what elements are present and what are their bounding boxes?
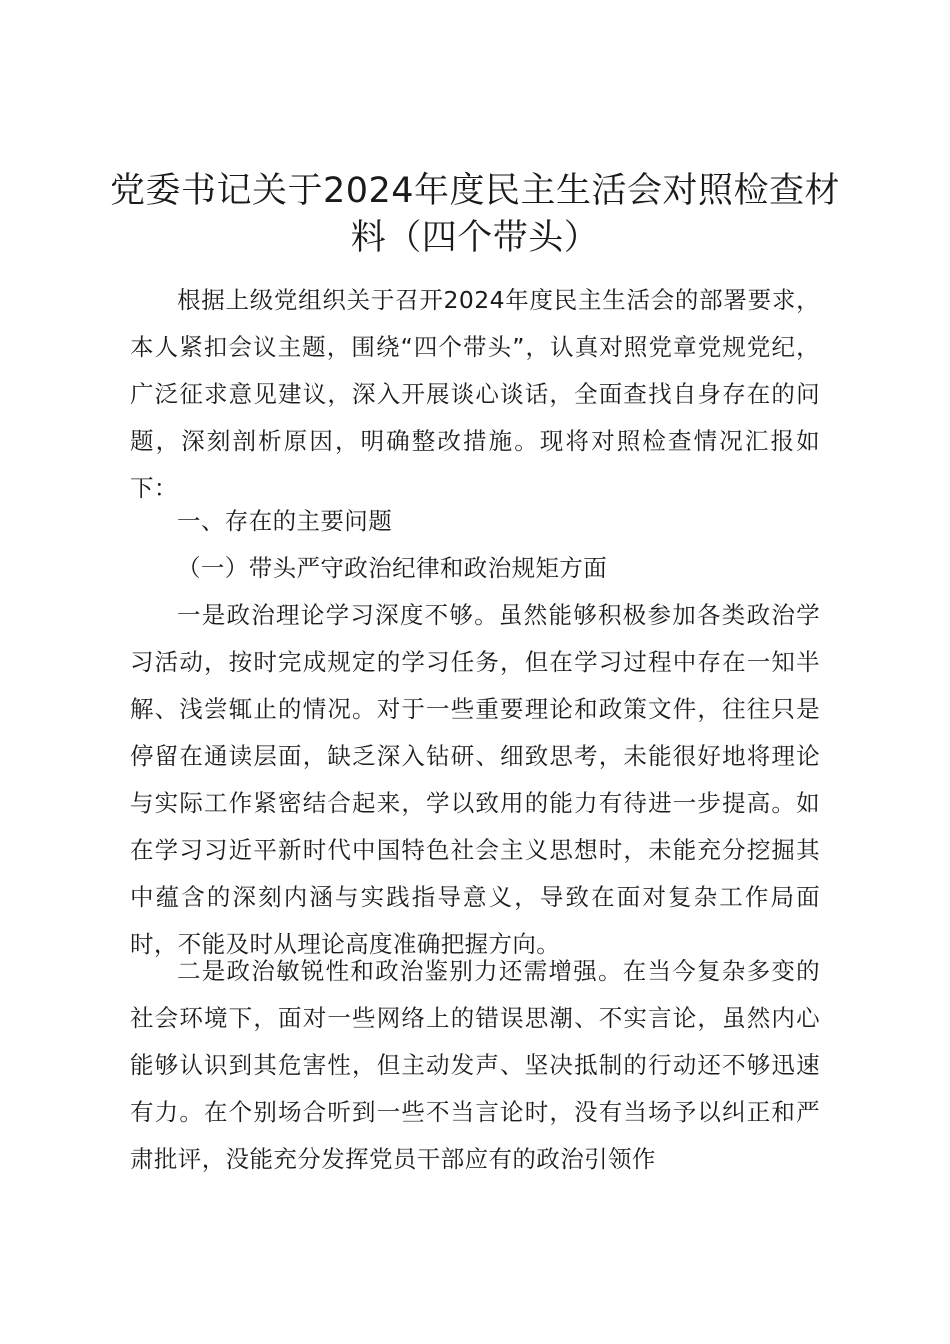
body-paragraph-1: 一是政治理论学习深度不够。虽然能够积极参加各类政治学习活动，按时完成规定的学习任务，但在学习过程中存在一知半解、浅尝辄止的情况。对于一些重要理论和政策文件，往往只是停留在通读层面，缺乏深入钻研、细致思考，未能很好地将理论与实际工作紧密结合起来，学以致用的能力有待进一步提高。如在学习习近平新时代中国特色社会主义思想时，未能充分挖掘其中蕴含的深刻内涵与实践指导意义，导致在面对复杂工作局面时，不能及时从理论高度准确把握方向。 xyxy=(130,601,820,958)
document-title: 党委书记关于2024年度民主生活会对照检查材料（四个带头） xyxy=(109,171,841,258)
subsection-heading: （一）带头严守政治纪律和政治规矩方面 xyxy=(177,554,608,582)
section-heading: 一、存在的主要问题 xyxy=(177,507,393,535)
body-paragraph-2: 二是政治敏锐性和政治鉴别力还需增强。在当今复杂多变的社会环境下，面对一些网络上的错误思潮、不实言论，虽然内心能够认识到其危害性，但主动发声、坚决抵制的行动还不够迅速有力。在个别场合听到一些不当言论时，没有当场予以纠正和严肃批评，没能充分发挥党员干部应有的政治引领作 xyxy=(130,957,820,1173)
intro-paragraph: 根据上级党组织关于召开2024年度民主生活会的部署要求，本人紧扣会议主题，围绕“四个带头”，认真对照党章党规党纪，广泛征求意见建议，深入开展谈心谈话，全面查找自身存在的问题，深刻剖析原因，明确整改措施。现将对照检查情况汇报如下： xyxy=(130,286,820,502)
